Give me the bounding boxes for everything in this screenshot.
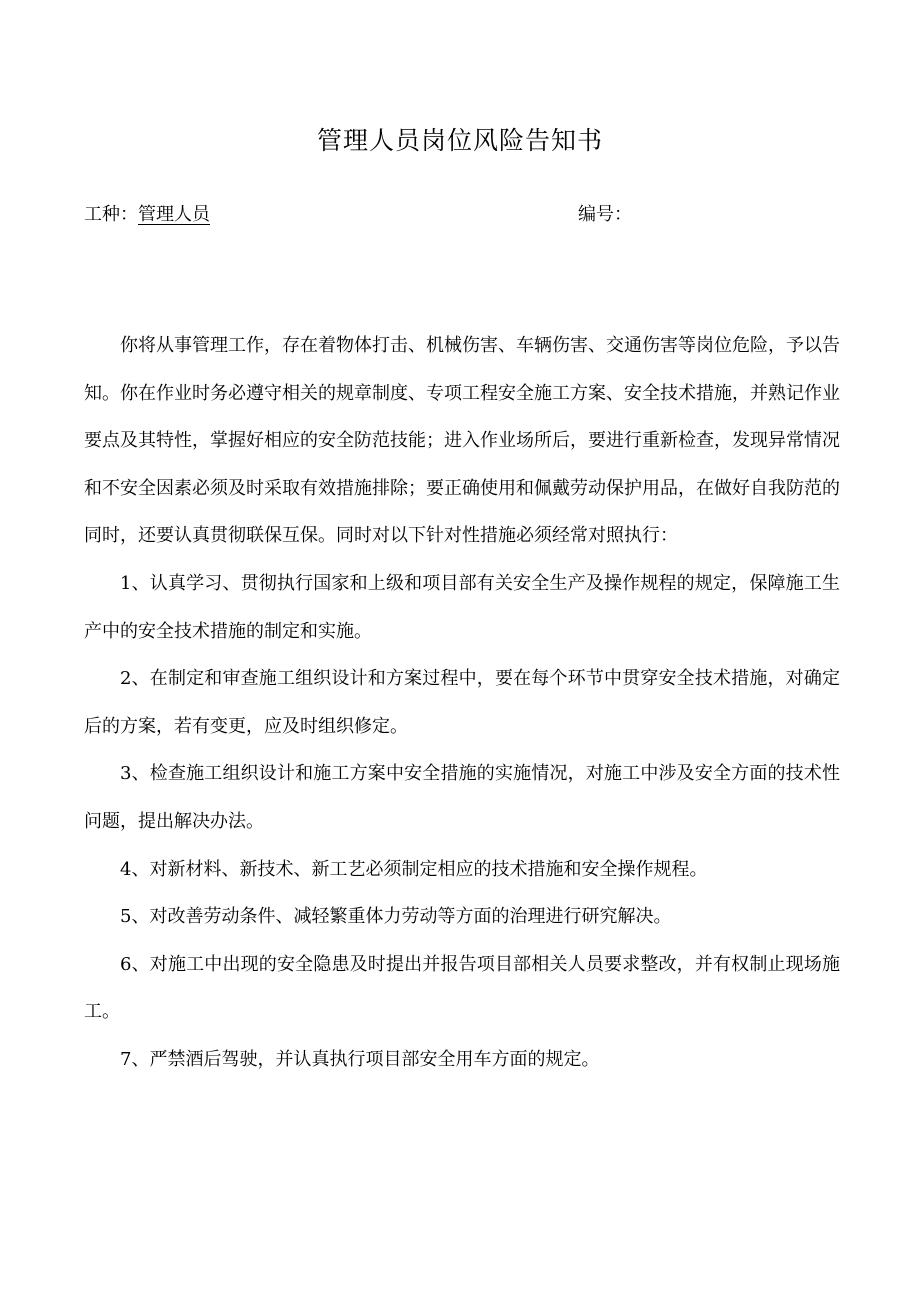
page-title: 管理人员岗位风险告知书 <box>316 126 603 155</box>
measure-item-6: 6、对施工中出现的安全隐患及时提出并报告项目部相关人员要求整改，并有权制止现场施工。 <box>84 953 840 1023</box>
measure-item-7: 7、严禁酒后驾驶，并认真执行项目部安全用车方面的规定。 <box>120 1048 600 1070</box>
intro-paragraph: 你将从事管理工作，存在着物体打击、机械伤害、车辆伤害、交通伤害等岗位危险，予以告知。你在作业时务必遵守相关的规章制度、专项工程安全施工方案、安全技术措施，并熟记作业要点及其特性，掌握好相应的安全防范技能；进入作业场所后，要进行重新检查，发现异常情况和不安全因素必须及时采取有效措施排除；要正确使用和佩戴劳动保护用品，在做好自我防范的同时，还要认真贯彻联保互保。同时对以下针对性措施必须经常对照执行： <box>84 335 840 547</box>
measure-item-1: 1、认真学习、贯彻执行国家和上级和项目部有关安全生产及操作规程的规定，保障施工生产中的安全技术措施的制定和实施。 <box>84 572 840 642</box>
measure-item-3: 3、检查施工组织设计和施工方案中安全措施的实施情况，对施工中涉及安全方面的技术性问题，提出解决办法。 <box>84 763 840 832</box>
document-meta-row <box>84 200 844 230</box>
job-type-field <box>84 200 210 230</box>
document-number-label: 编号： <box>578 204 632 225</box>
measure-item-5: 5、对改善劳动条件、减轻繁重体力劳动等方面的治理进行研究解决。 <box>120 906 672 928</box>
job-type-value: 管理人员 <box>138 204 210 225</box>
job-type-label: 工种： <box>84 204 138 225</box>
document-body <box>84 322 840 1084</box>
measure-item-2: 2、在制定和审查施工组织设计和方案过程中，要在每个环节中贯穿安全技术措施，对确定后的方案，若有变更，应及时组织修定。 <box>84 668 840 737</box>
measure-item-4: 4、对新材料、新技术、新工艺必须制定相应的技术措施和安全操作规程。 <box>120 858 708 880</box>
